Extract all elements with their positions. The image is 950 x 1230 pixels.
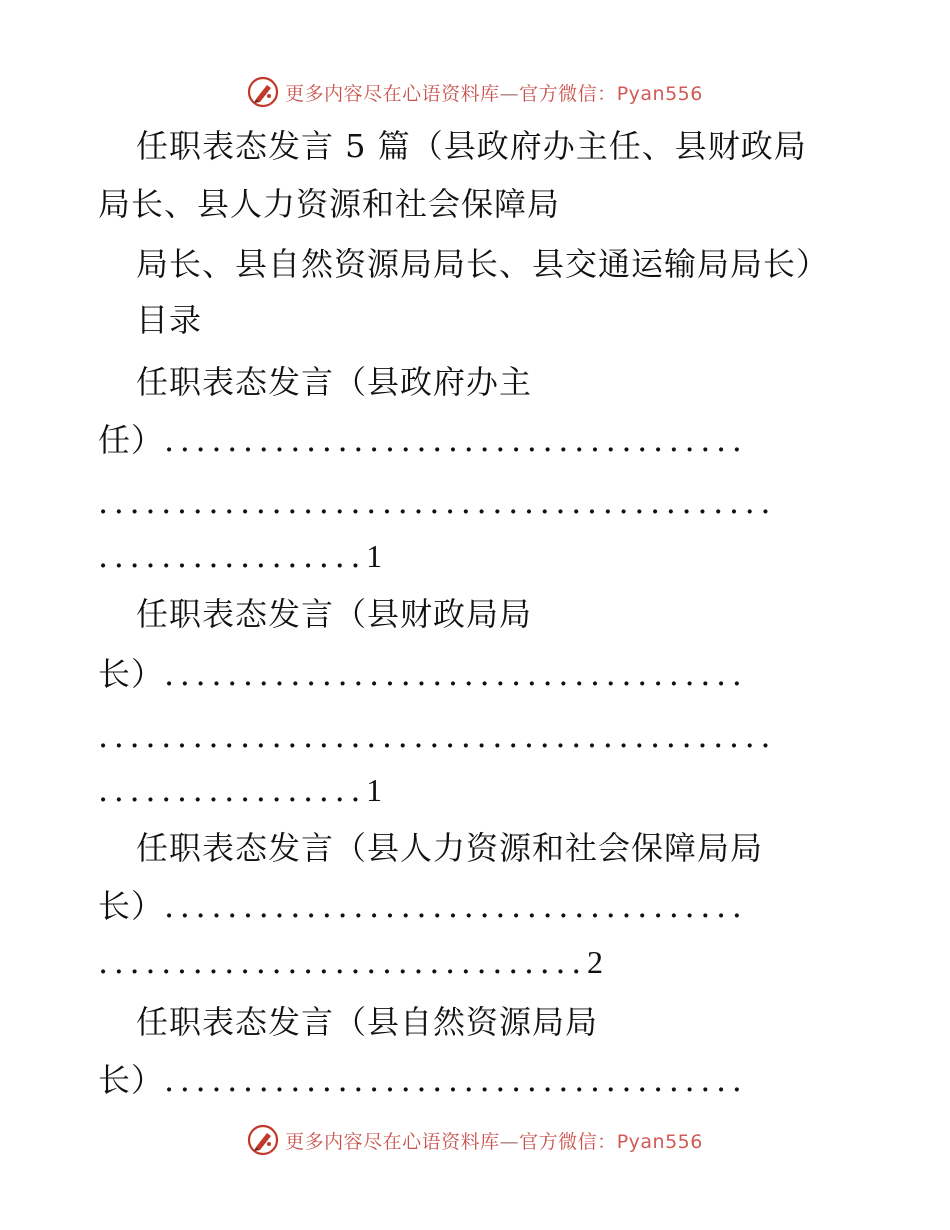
toc-entry-2-page: 1 (366, 772, 383, 808)
toc-dot-leader: ..................................... (164, 887, 748, 925)
toc-dot-leader: ........................................... (98, 717, 777, 755)
toc-entry-1-dots-row (98, 482, 776, 522)
header-main-text: 更多内容尽在心语资料库 (285, 82, 500, 105)
footer-banner-text (285, 1127, 703, 1154)
document-title-line-1: 任职表态发言 5 篇（县政府办主任、县财政局 (136, 127, 807, 165)
toc-entry-1-page-row (98, 536, 382, 576)
toc-entry-3-lead: 任职表态发言（县人力资源和社会保障局局 (136, 829, 764, 867)
pen-logo-icon (247, 1124, 279, 1156)
toc-heading: 目录 (136, 301, 203, 339)
toc-entry-2-tail-row (98, 654, 748, 694)
toc-entry-1-tail-row (98, 420, 748, 460)
toc-entry-2-dots-row (98, 716, 776, 756)
document-title-line-2: 局长、县人力资源和社会保障局 (98, 185, 561, 223)
footer-official-label: 官方微信： (519, 1130, 617, 1153)
toc-dot-leader: ..................................... (164, 421, 748, 459)
toc-entry-4-tail: 长） (98, 1061, 165, 1099)
header-official-label: 官方微信： (519, 82, 617, 105)
header-separator: — (499, 82, 520, 105)
toc-entry-2-page-row (98, 770, 382, 810)
toc-dot-leader: ..................................... (164, 655, 748, 693)
footer-main-text: 更多内容尽在心语资料库 (285, 1130, 500, 1153)
toc-entry-1-lead: 任职表态发言（县政府办主 (136, 363, 533, 401)
toc-entry-3-page-row (98, 942, 603, 982)
toc-entry-1-tail: 任） (98, 421, 165, 459)
toc-dot-leader: ........................................... (98, 483, 777, 521)
footer-brand: Pyan556 (616, 1130, 703, 1153)
toc-entry-3-tail-row (98, 886, 748, 926)
toc-entry-3-tail: 长） (98, 887, 165, 925)
toc-entry-3-page: 2 (586, 944, 603, 980)
toc-entry-4-tail-row (98, 1060, 748, 1100)
toc-entry-4-lead: 任职表态发言（县自然资源局局 (136, 1003, 599, 1041)
toc-entry-2-lead: 任职表态发言（县财政局局 (136, 595, 533, 633)
footer-banner (0, 1120, 950, 1160)
document-title-line-3: 局长、县自然资源局局长、县交通运输局局长） (136, 245, 830, 283)
footer-separator: — (499, 1130, 520, 1153)
toc-dot-leader: ..................................... (164, 1061, 748, 1099)
toc-entry-2-tail: 长） (98, 655, 165, 693)
toc-dot-leader: ................. (98, 537, 367, 575)
toc-entry-1-page: 1 (366, 538, 383, 574)
toc-dot-leader: ................. (98, 771, 367, 809)
header-brand: Pyan556 (616, 82, 703, 105)
toc-dot-leader: ............................... (98, 943, 587, 981)
